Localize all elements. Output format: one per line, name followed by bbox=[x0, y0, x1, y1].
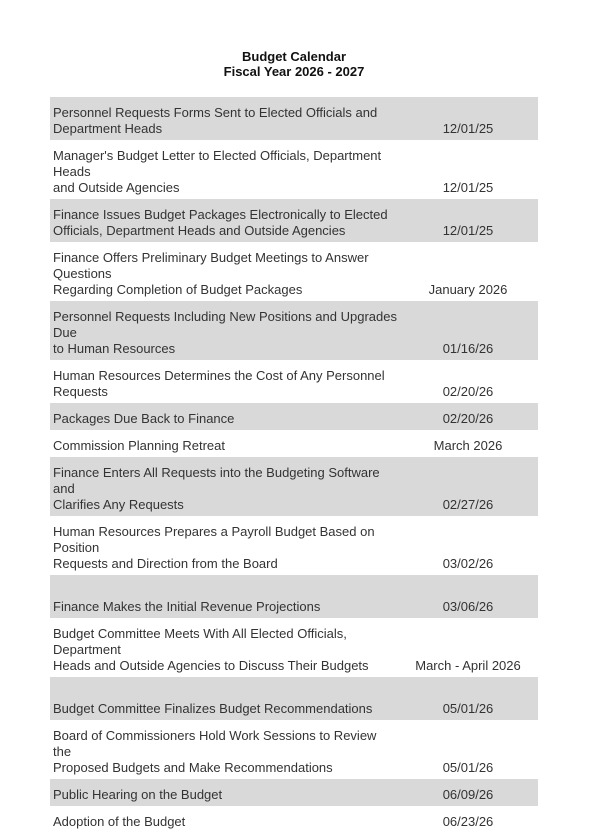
table-row bbox=[50, 403, 538, 430]
row-date: 12/01/25 bbox=[442, 121, 494, 136]
row-description-line: Finance Makes the Initial Revenue Projections bbox=[53, 599, 321, 614]
row-date: 05/01/26 bbox=[442, 760, 494, 775]
page-title bbox=[50, 49, 538, 79]
budget-table bbox=[50, 97, 538, 833]
table-row bbox=[50, 301, 538, 360]
row-date: 06/23/26 bbox=[442, 814, 494, 829]
row-description-line: Commission Planning Retreat bbox=[53, 438, 225, 453]
row-date: 01/16/26 bbox=[442, 341, 494, 356]
table-row bbox=[50, 516, 538, 575]
row-description-line: Finance Issues Budget Packages Electronically to Elected bbox=[53, 207, 388, 222]
row-description-line: Human Resources Determines the Cost of Any Personnel bbox=[53, 368, 385, 383]
table-row bbox=[50, 720, 538, 779]
row-description bbox=[50, 368, 385, 400]
row-description bbox=[50, 207, 388, 239]
row-description-line: Budget Committee Finalizes Budget Recommendations bbox=[53, 701, 373, 716]
row-description bbox=[50, 524, 398, 572]
table-row bbox=[50, 618, 538, 677]
row-date: March - April 2026 bbox=[415, 658, 521, 673]
row-date: 06/09/26 bbox=[442, 787, 494, 802]
row-description-line: Personnel Requests Including New Positions and Upgrades Due bbox=[53, 309, 397, 340]
table-row bbox=[50, 242, 538, 301]
table-row bbox=[50, 360, 538, 403]
row-description-line: Finance Offers Preliminary Budget Meetings to Answer Questions bbox=[53, 250, 369, 281]
row-description-line: to Human Resources bbox=[53, 341, 176, 356]
title-line-2: Fiscal Year 2026 - 2027 bbox=[223, 64, 365, 79]
row-description-line: Regarding Completion of Budget Packages bbox=[53, 282, 303, 297]
row-description bbox=[50, 438, 225, 454]
row-date: March 2026 bbox=[433, 438, 503, 453]
row-description-line: Human Resources Prepares a Payroll Budget Based on Position bbox=[53, 524, 375, 555]
row-description-line: Personnel Requests Forms Sent to Elected Officials and bbox=[53, 105, 378, 120]
table-row bbox=[50, 457, 538, 516]
row-date: 02/20/26 bbox=[442, 411, 494, 426]
row-description bbox=[50, 250, 398, 298]
title-line-1: Budget Calendar bbox=[241, 49, 346, 64]
row-date: 05/01/26 bbox=[442, 701, 494, 716]
row-description bbox=[50, 626, 398, 674]
row-description-line: Proposed Budgets and Make Recommendations bbox=[53, 760, 333, 775]
row-description-line: Requests bbox=[53, 384, 108, 399]
row-date: 12/01/25 bbox=[442, 223, 494, 238]
row-description-line: Clarifies Any Requests bbox=[53, 497, 184, 512]
table-row bbox=[50, 140, 538, 199]
row-description-line: Adoption of the Budget bbox=[53, 814, 186, 829]
row-description-line: Public Hearing on the Budget bbox=[53, 787, 223, 802]
row-description bbox=[50, 148, 398, 196]
row-description bbox=[50, 599, 320, 615]
row-date: 03/02/26 bbox=[442, 556, 494, 571]
row-description bbox=[50, 701, 372, 717]
row-description bbox=[50, 411, 234, 427]
table-row bbox=[50, 779, 538, 806]
row-description bbox=[50, 814, 185, 830]
row-description-line: Requests and Direction from the Board bbox=[53, 556, 278, 571]
row-date: January 2026 bbox=[428, 282, 508, 297]
row-description bbox=[50, 465, 398, 513]
row-date: 03/06/26 bbox=[442, 599, 494, 614]
table-row bbox=[50, 806, 538, 833]
row-date: 12/01/25 bbox=[442, 180, 494, 195]
row-description-line: and Outside Agencies bbox=[53, 180, 180, 195]
row-description-line: Department Heads bbox=[53, 121, 163, 136]
row-description bbox=[50, 309, 398, 357]
row-description-line: Manager's Budget Letter to Elected Officials, Department Heads bbox=[53, 148, 382, 179]
row-date: 02/27/26 bbox=[442, 497, 494, 512]
row-date: 02/20/26 bbox=[442, 384, 494, 399]
row-description-line: Budget Committee Meets With All Elected Officials, Department bbox=[53, 626, 347, 657]
row-description bbox=[50, 728, 398, 776]
row-description bbox=[50, 787, 222, 803]
table-row bbox=[50, 97, 538, 140]
row-description-line: Heads and Outside Agencies to Discuss Their Budgets bbox=[53, 658, 369, 673]
table-row bbox=[50, 199, 538, 242]
row-description-line: Board of Commissioners Hold Work Sessions to Review the bbox=[53, 728, 377, 759]
row-description-line: Packages Due Back to Finance bbox=[53, 411, 235, 426]
table-row bbox=[50, 575, 538, 618]
table-row bbox=[50, 430, 538, 457]
row-description-line: Officials, Department Heads and Outside Agencies bbox=[53, 223, 346, 238]
row-description-line: Finance Enters All Requests into the Budgeting Software and bbox=[53, 465, 380, 496]
table-row bbox=[50, 677, 538, 720]
row-description bbox=[50, 105, 377, 137]
